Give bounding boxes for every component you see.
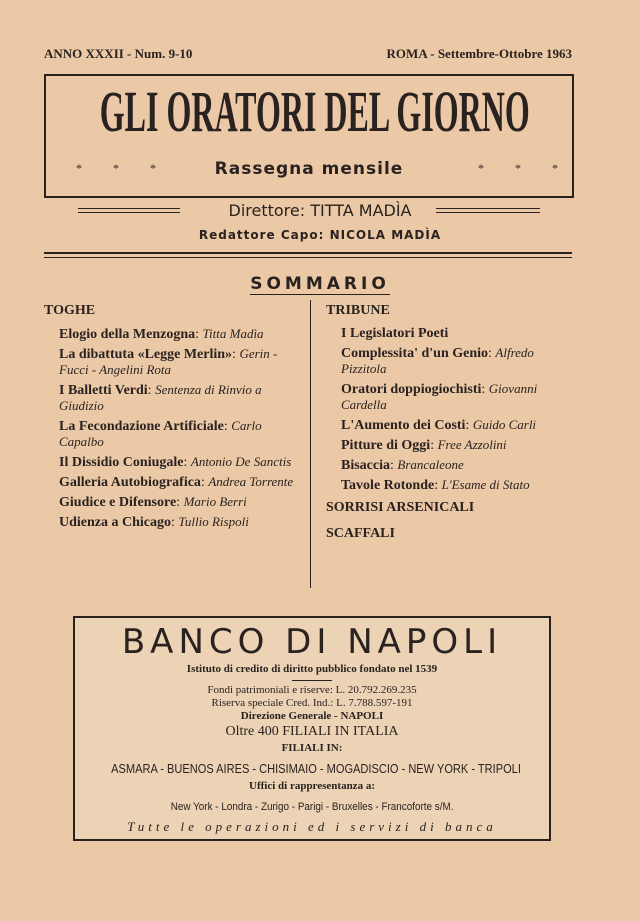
entry-author: Gerin - Fucci - Angelini Rota <box>59 346 278 377</box>
entry-author: Giovanni Cardella <box>341 381 538 412</box>
bank-funds: Fondi patrimoniali e riserve: L. 20.792.269.235 <box>207 683 417 696</box>
masthead <box>44 74 574 198</box>
bank-offices: New York - Londra - Zurigo - Parigi - Bruxelles - Francoforte s/M. <box>170 800 454 813</box>
bank-advertisement <box>73 616 551 841</box>
entry-author: Tullio Rispoli <box>178 514 249 529</box>
section-tribune: TRIBUNE <box>326 303 390 318</box>
magazine-title: GLI ORATORI DEL GIORNO <box>99 78 530 144</box>
entry-title: Galleria Autobiografica <box>59 475 201 490</box>
bank-cities: ASMARA - BUENOS AIRES - CHISIMAIO - MOGADISCIO - NEW YORK - TRIPOLI <box>111 760 521 776</box>
sommario-title: SOMMARIO <box>250 274 390 294</box>
entry-author: Carlo Capalbo <box>59 418 262 449</box>
filiali-label: FILIALI IN: <box>281 742 343 755</box>
contents-entry: La dibattuta «Legge Merlin»: Gerin - Fucci - Angelini Rota <box>59 346 278 377</box>
contents-entry: Elogio della Menzogna: Titta Madìa <box>59 326 264 342</box>
contents-entry: Oratori doppiogiochisti: Giovanni Cardella <box>341 381 538 412</box>
contents-entry: Tavole Rotonde: L'Esame di Stato <box>341 477 530 493</box>
entry-author: Free Azzolini <box>437 437 507 452</box>
bank-cities-row <box>75 759 549 778</box>
contents-entry: Galleria Autobiografica: Andrea Torrente <box>59 474 294 490</box>
bank-tagline: Istituto di credito di diritto pubblico fondato nel 1539 <box>186 662 438 675</box>
chief-editor: Redattore Capo: NICOLA MADÌA <box>198 228 442 242</box>
bank-offices-row <box>75 796 549 815</box>
contents-entry: La Fecondazione Artificiale: Carlo Capalbo <box>59 418 262 449</box>
entry-title: La Fecondazione Artificiale <box>59 419 224 434</box>
director: Direttore: TITTA MADÌA <box>228 201 412 220</box>
sommario-heading <box>0 274 640 294</box>
bank-motto: Tutte le operazioni ed i servizi di banca <box>127 819 497 835</box>
contents-entry: L'Aumento dei Costi: Guido Carli <box>341 417 537 433</box>
entry-title: Tavole Rotonde <box>341 478 435 493</box>
entry-title: Complessita' d'un Genio <box>341 346 489 361</box>
contents-entry <box>326 326 578 341</box>
entry-title: Oratori doppiogiochisti <box>341 382 482 397</box>
stars-left: * * * <box>76 161 170 175</box>
subtitle: Rassegna mensile <box>214 159 404 179</box>
issue-number: ANNO XXXII - Num. 9-10 <box>44 46 193 61</box>
place-date: ROMA - Settembre-Ottobre 1963 <box>386 46 572 61</box>
entry-author: Brancaleone <box>397 457 464 472</box>
title-wrap <box>46 78 572 144</box>
entry-title: I Balletti Verdi <box>59 383 148 398</box>
entry-author: Alfredo Pizzitola <box>341 345 534 376</box>
tribune-column <box>326 302 578 542</box>
entry-title: Bisaccia <box>341 458 390 473</box>
contents-entry: Complessita' d'un Genio: Alfredo Pizzitola <box>341 345 534 376</box>
bank-branches: Oltre 400 FILIALI IN ITALIA <box>225 723 399 739</box>
entry-title: Il Dissidio Coniugale <box>59 455 184 470</box>
bank-reserve: Riserva speciale Cred. Ind.: L. 7.788.597-191 <box>211 697 413 710</box>
entry-title: Elogio della Menzogna <box>59 327 196 342</box>
entry-title: Pitture di Oggi <box>341 438 431 453</box>
bank-rule <box>292 680 332 681</box>
entry-title: Udienza a Chicago <box>59 515 171 530</box>
bank-hq: Direzione Generale - NAPOLI <box>240 710 384 723</box>
double-rule <box>44 252 572 258</box>
section-scaffali: SCAFFALI <box>326 526 395 541</box>
contents-entry: Il Dissidio Coniugale: Antonio De Sanctis <box>59 454 292 470</box>
section-sorrisi: SORRISI ARSENICALI <box>326 500 475 515</box>
entry-author: L'Esame di Stato <box>441 477 530 492</box>
entry-author: Titta Madìa <box>202 326 264 341</box>
entry-author: Antonio De Sanctis <box>190 454 292 469</box>
entry-title: I Legislatori Poeti <box>341 326 449 341</box>
bank-name: BANCO DI NAPOLI <box>121 622 503 662</box>
entry-title: L'Aumento dei Costi <box>341 418 466 433</box>
contents-entry: Udienza a Chicago: Tullio Rispoli <box>59 514 249 530</box>
column-divider <box>310 300 311 588</box>
offices-label: Uffici di rappresentanza a: <box>249 779 375 792</box>
entry-author: Mario Berri <box>183 494 247 509</box>
contents-entry: Pitture di Oggi: Free Azzolini <box>341 437 507 453</box>
contents-entry: Giudice e Difensore: Mario Berri <box>59 494 247 510</box>
contents-entry: I Balletti Verdi: Sentenza di Rinvio a Giudizio <box>59 382 262 413</box>
contents-entry: Bisaccia: Brancaleone <box>341 457 464 473</box>
entry-title: Giudice e Difensore <box>59 495 177 510</box>
section-toghe: TOGHE <box>44 303 96 318</box>
stars-right: * * * <box>478 161 572 175</box>
entry-title: La dibattuta «Legge Merlin» <box>59 347 233 362</box>
toghe-column <box>44 302 302 534</box>
entry-author: Andrea Torrente <box>208 474 294 489</box>
entry-author: Guido Carli <box>472 417 537 432</box>
entry-author: Sentenza di Rinvio a Giudizio <box>59 382 262 413</box>
